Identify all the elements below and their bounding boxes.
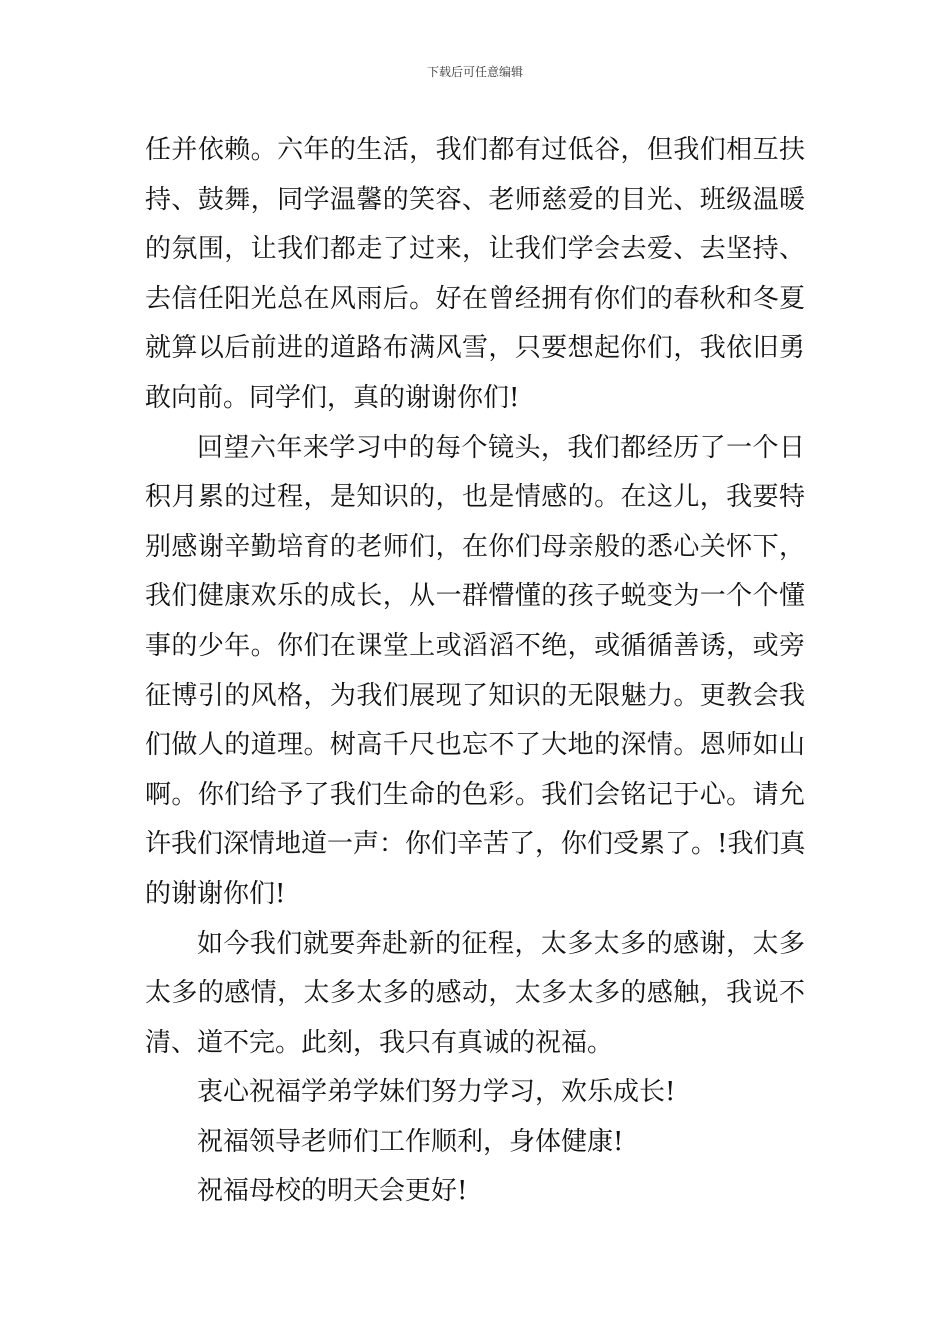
document-body <box>145 126 805 1217</box>
paragraph-1 <box>145 126 805 424</box>
paragraph-4 <box>145 1068 805 1118</box>
text-line: 去信任阳光总在风雨后。好在曾经拥有你们的春秋和冬夏 <box>145 283 805 314</box>
text-line: 许我们深情地道一声：你们辛苦了，你们受累了。!我们真 <box>145 829 805 860</box>
text-line: 清、道不完。此刻，我只有真诚的祝福。 <box>145 1027 614 1058</box>
paragraph-2 <box>145 424 805 920</box>
text-line: 任并依赖。六年的生活，我们都有过低谷，但我们相互扶 <box>145 135 805 165</box>
text-line: 回望六年来学习中的每个镜头，我们都经历了一个日 <box>197 432 805 463</box>
text-line: 的谢谢你们! <box>145 878 286 909</box>
text-line: 啊。你们给予了我们生命的色彩。我们会铭记于心。请允 <box>145 779 805 810</box>
text-line: 事的少年。你们在课堂上或滔滔不绝，或循循善诱，或旁 <box>145 630 805 661</box>
text-line: 衷心祝福学弟学妹们努力学习，欢乐成长! <box>197 1077 676 1108</box>
paragraph-3 <box>145 920 805 1069</box>
text-line: 的氛围，让我们都走了过来，让我们学会去爱、去坚持、 <box>145 234 805 265</box>
paragraph-6 <box>145 1167 805 1217</box>
page-header: 下载后可任意编辑 <box>426 65 523 79</box>
text-line: 们做人的道理。树高千尺也忘不了大地的深情。恩师如山 <box>145 730 805 761</box>
text-line: 就算以后前进的道路布满风雪，只要想起你们，我依旧勇 <box>145 333 805 364</box>
text-line: 敢向前。同学们，真的谢谢你们! <box>145 382 520 413</box>
text-line: 如今我们就要奔赴新的征程，太多太多的感谢，太多 <box>197 928 805 959</box>
text-line: 祝福领导老师们工作顺利，身体健康! <box>197 1126 624 1157</box>
text-line: 太多的感情，太多太多的感动，太多太多的感触，我说不 <box>145 978 805 1009</box>
text-line: 征博引的风格，为我们展现了知识的无限魅力。更教会我 <box>145 680 805 711</box>
text-line: 我们健康欢乐的成长，从一群懵懂的孩子蜕变为一个个懂 <box>145 581 805 612</box>
text-line: 别感谢辛勤培育的老师们，在你们母亲般的悉心关怀下， <box>145 531 805 562</box>
text-line: 积月累的过程，是知识的，也是情感的。在这儿，我要特 <box>145 482 805 513</box>
paragraph-5 <box>145 1118 805 1168</box>
text-line: 祝福母校的明天会更好! <box>197 1176 468 1207</box>
text-line: 持、鼓舞，同学温馨的笑容、老师慈爱的目光、班级温暖 <box>145 184 805 215</box>
